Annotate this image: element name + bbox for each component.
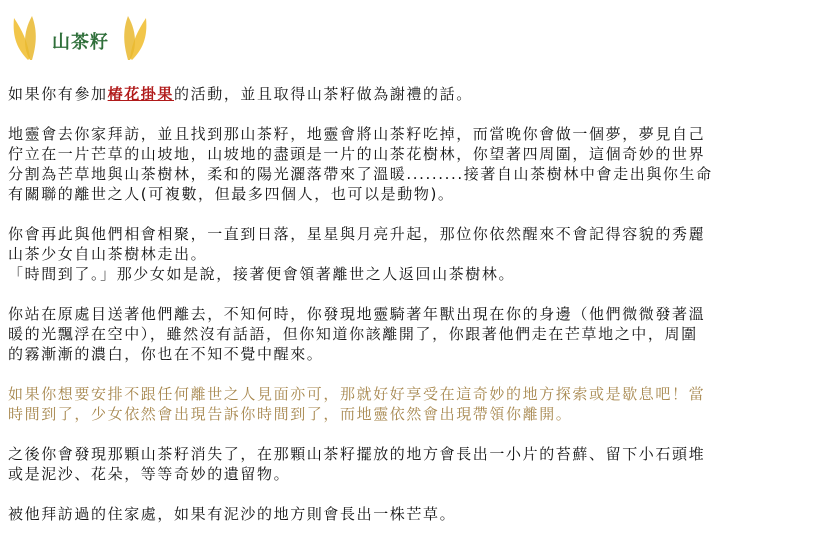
- intro-text-before: 如果你有參加: [8, 85, 108, 103]
- section-header: [8, 8, 158, 62]
- paragraph-line: 分割為芒草地與山茶樹林，柔和的陽光灑落帶來了溫暖.........接著自山茶樹林中會走出與你生命: [8, 165, 713, 183]
- page-title: 山茶籽: [52, 32, 109, 53]
- wheat-leaf-icon: [112, 10, 152, 62]
- paragraph-line: 之後你會發現那顆山茶籽消失了，在那顆山茶籽擺放的地方會長出一小片的苔蘚、留下小石頭堆: [8, 445, 706, 463]
- wheat-leaf-icon: [8, 10, 48, 62]
- paragraph-closing: [8, 504, 830, 524]
- article-body: [8, 84, 830, 544]
- paragraph-line: 暖的光飄浮在空中），雖然沒有話語，但你知道你該離開了，你跟著他們走在芒草地之中，周圍: [8, 325, 698, 343]
- paragraph-meeting: [8, 224, 830, 284]
- intro-text-after: 的活動，並且取得山茶籽做為謝禮的話。: [174, 85, 473, 103]
- paragraph-line: 地靈會去你家拜訪，並且找到那山茶籽，地靈會將山茶籽吃掉，而當晚你會做一個夢，夢見自己: [8, 125, 706, 143]
- paragraph-line: 被他拜訪過的住家處，如果有泥沙的地方則會長出一株芒草。: [8, 505, 457, 523]
- paragraph-note: [8, 384, 830, 424]
- paragraph-line: 或是泥沙、花朵，等等奇妙的遺留物。: [8, 465, 291, 483]
- paragraph-line: 有關聯的離世之人(可複數，但最多四個人，也可以是動物)。: [8, 185, 455, 203]
- paragraph-line: 山茶少女自山茶樹林走出。: [8, 245, 208, 263]
- event-link[interactable]: 椿花掛果: [107, 85, 175, 103]
- paragraph-line: 時間到了，少女依然會出現告訴你時間到了，而地靈依然會出現帶領你離開。: [8, 405, 573, 423]
- paragraph-line: 佇立在一片芒草的山坡地，山坡地的盡頭是一片的山茶花樹林，你望著四周圍，這個奇妙的世界: [8, 145, 706, 163]
- paragraph-line: 的霧漸漸的濃白，你也在不知不覺中醒來。: [8, 345, 324, 363]
- paragraph-line: 你會再此與他們相會相聚，一直到日落，星星與月亮升起，那位你依然醒來不會記得容貌的秀麗: [8, 225, 706, 243]
- paragraph-intro: [8, 84, 830, 104]
- paragraph-line: 你站在原處目送著他們離去，不知何時，你發現地靈騎著年獸出現在你的身邊（他們微微發著溫: [8, 305, 706, 323]
- paragraph-line: 「時間到了。」那少女如是說，接著便會領著離世之人返回山茶樹林。: [8, 265, 516, 283]
- paragraph-departure: [8, 304, 830, 364]
- paragraph-line: 如果你想要安排不跟任何離世之人見面亦可，那就好好享受在這奇妙的地方探索或是歇息吧！當: [8, 385, 706, 403]
- paragraph-aftermath: [8, 444, 830, 484]
- paragraph-visit: [8, 124, 830, 204]
